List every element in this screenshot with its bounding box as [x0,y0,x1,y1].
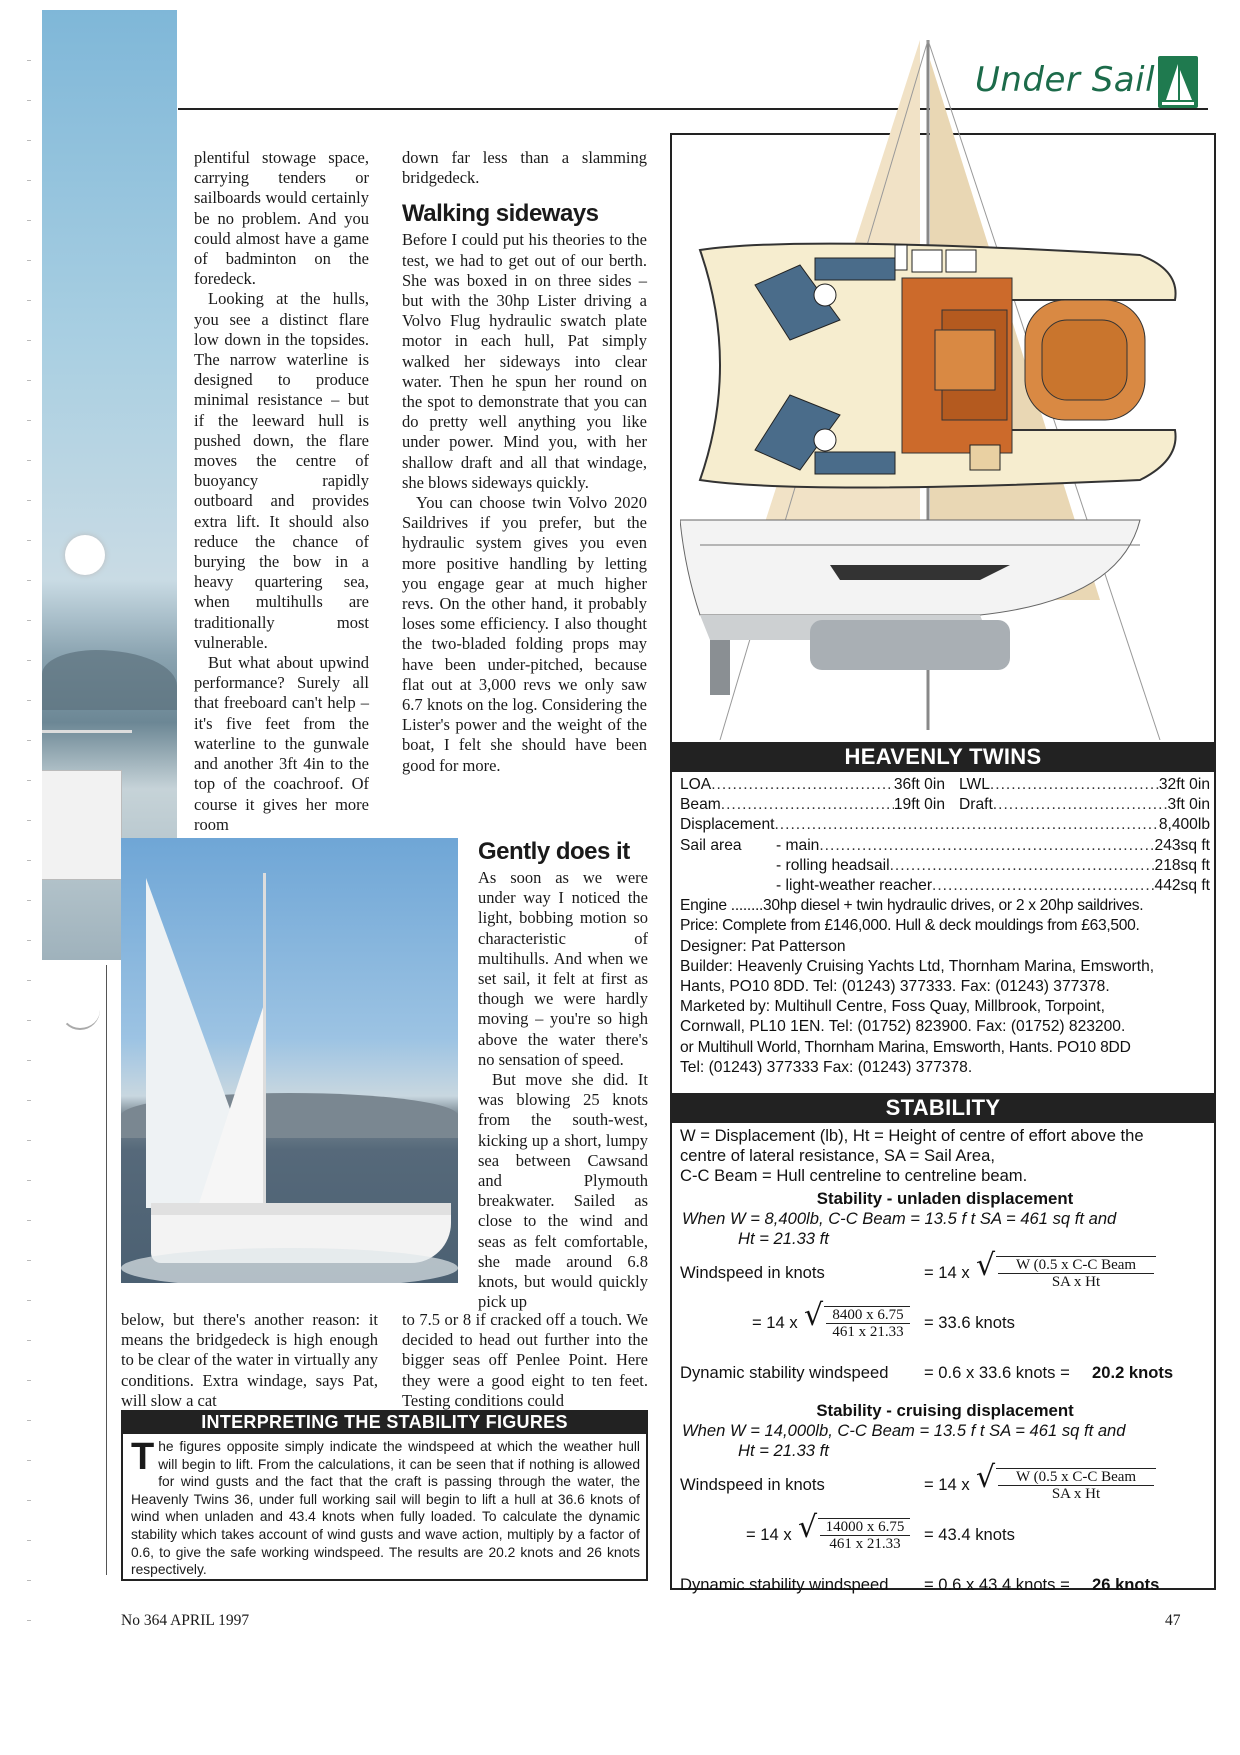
spec-value: 32ft 0in [1158,776,1210,793]
cruising-result: = 43.4 knots [924,1525,1015,1544]
spec-label: - main [776,836,820,854]
multiplier: = 14 x [746,1525,792,1544]
spec-value: 243sq ft [1154,836,1210,854]
windspeed-formula [680,1249,1210,1299]
margin-tick [27,500,31,501]
subheading-walking-sideways: Walking sideways [402,200,599,228]
dynamic-calc: = 0.6 x 43.4 knots = [924,1575,1070,1594]
margin-tick [27,980,31,981]
spec-marketed: or Multihull World, Thornham Marina, Emsworth, Hants. PO10 8DD [680,1038,1131,1056]
spec-value: 218sq ft [1154,856,1210,874]
spec-label: LWL [959,776,990,793]
dynamic-result: 20.2 knots [1092,1363,1174,1382]
margin-tick [27,220,31,221]
paragraph: below, but there's another reason: it means the bridgedeck is high enough to be clear of the water in virtually any conditions. Extra windage, says Pat, will slow a cat [121,1310,378,1410]
leader-dots [819,836,1154,856]
margin-tick [27,1220,31,1221]
spec-value: 3ft 0in [1167,796,1210,814]
formula-numerator: W (0.5 x C-C Beam [998,1469,1154,1486]
binder-curve [60,990,100,1030]
windspeed-label: Windspeed in knots [680,1263,825,1282]
formula-fraction [998,1257,1154,1290]
margin-tick [27,860,31,861]
margin-tick [27,1380,31,1381]
leader-dots [990,775,1159,795]
paragraph: But what about upwind performance? Surely all that freeboard can't help – it's five feet from the waterline to the gunwale and another 3ft 4in to the top of the coachroof. Of course it gives her more room [194,653,369,834]
section-title: Under Sail [975,60,1156,100]
jib-sail [191,998,266,1228]
unladen-numerator: 8400 x 6.75 [826,1307,910,1324]
dynamic-calc: = 0.6 x 33.6 knots = [924,1363,1070,1382]
cruising-conditions: Ht = 21.33 ft [738,1441,829,1460]
spec-value: 19ft 0in [893,796,945,814]
cruising-calc [680,1511,1210,1561]
spec-builder: Hants, PO10 8DD. Tel: (01243) 377333. Fax: (01243) 377378. [680,978,1110,996]
paragraph: Looking at the hulls, you see a distinct flare low down in the topsides. The narrow waterline is designed to produce minimal resistance – but if the leeward hull is pushed down, the flare moves the centre of buoyancy rapidly outboard and provides extra lift. It should also reduce the chance of burying the bow in a heavy quartering sea, when multihulls are traditionally most vulnerable. [194,289,369,652]
leader-dots [993,795,1168,815]
sqrt-icon: √ [798,1510,818,1545]
boat-plan-diagram [680,40,1200,740]
spec-label: - light-weather reacher [776,877,933,895]
spec-value: 36ft 0in [893,776,945,793]
margin-tick [27,100,31,101]
margin-tick [27,180,31,181]
margin-tick [27,1260,31,1261]
article-column-2 [402,148,647,776]
multiplier: = 14 x [924,1263,970,1282]
margin-tick [27,820,31,821]
article-column-2-bottom [402,1310,648,1411]
unladen-fraction [826,1307,910,1340]
margin-tick [27,60,31,61]
margin-tick [27,340,31,341]
windspeed-formula [680,1461,1210,1511]
sqrt-icon: √ [804,1298,824,1333]
margin-tick [27,1300,31,1301]
margin-tick [27,1140,31,1141]
sailing-photo [121,838,458,1283]
specs-list [680,775,1210,1078]
leader-dots [711,775,894,795]
leader-dots [774,815,1158,835]
spec-marketed: Marketed by: Multihull Centre, Foss Quay, Millbrook, Torpoint, [680,998,1105,1016]
mast [263,873,266,1248]
spec-builder: Builder: Heavenly Cruising Yachts Ltd, Thornham Marina, Emsworth, [680,957,1155,975]
margin-tick [27,1580,31,1581]
margin-tick [27,140,31,141]
margin-tick [27,1460,31,1461]
cruising-dynamic [680,1561,1210,1601]
indent [680,876,776,896]
article-column-3 [478,838,648,1312]
spray [121,1248,458,1283]
cruising-heading: Stability - cruising displacement [816,1401,1074,1420]
sqrt-icon: √ [976,1460,996,1495]
margin-tick [27,1420,31,1421]
leader-dots [932,876,1155,896]
interpreting-box [121,1434,648,1581]
margin-tick [27,1180,31,1181]
article-column-1 [194,148,369,835]
definition-line: C-C Beam = Hull centreline to centreline beam. [680,1166,1028,1185]
issue-footer: No 364 APRIL 1997 [121,1612,250,1629]
leader-dots [721,795,894,815]
spec-marketed: Tel: (01243) 377333 Fax: (01243) 377378. [680,1058,973,1076]
spec-label: Beam [680,796,721,814]
margin-tick [27,620,31,621]
multiplier: = 14 x [924,1475,970,1494]
formula-denominator: SA x Ht [1051,1486,1101,1502]
margin-tick [27,1340,31,1341]
unladen-heading: Stability - unladen displacement [816,1189,1074,1208]
paragraph: to 7.5 or 8 if cracked off a touch. We decided to head out further into the bigger seas off Penlee Point. Here they were a good eight to ten feet. Testing conditions could [402,1310,648,1410]
paragraph: But move she did. It was blowing 25 knots from the south-west, kicking up a short, lumpy sea between Cawsand and Plymouth breakwater. Sailed as close to the wind and seas as felt comfortable, she made around 6.8 knots, but would quickly pick up [478,1070,648,1312]
formula-denominator: SA x Ht [1051,1274,1101,1290]
margin-tick [27,780,31,781]
unladen-conditions: Ht = 21.33 ft [738,1229,829,1248]
margin-tick [27,260,31,261]
page-number: 47 [1165,1612,1181,1629]
margin-tick [27,1620,31,1621]
margin-tick [27,420,31,421]
margin-tick [27,1500,31,1501]
margin-tick [27,660,31,661]
paragraph: As soon as we were under way I noticed the light, bobbing motion so characteristic of multihulls. And when we set sail, it felt at first as though we were hardly moving – you're so high above the water there's no sensation of speed. [478,868,648,1069]
formula-fraction [998,1469,1154,1502]
paragraph: You can choose twin Volvo 2020 Saildrives if you prefer, but the hydraulic system gives you even more positive handling by letting you engage gear at much higher revs. On the other hand, it probably loses some efficiency. I also thought the two-bladed folding props may have been under-pitched, because flat out at 3,000 revs we only saw 6.7 knots on the log. Considering the Lister's power and the weight of the boat, I felt she should have been good for more. [402,493,647,775]
margin-tick [27,940,31,941]
margin-tick [27,1540,31,1541]
cruising-numerator: 14000 x 6.75 [820,1519,910,1536]
margin-tick [27,300,31,301]
paragraph: Before I could put his theories to the test, we had to get out of our berth. She was boxed in on three sides – but with the 30hp Lister driving a Volvo Flug hydraulic swatch plate motor in each hull, Pat simply walked her sideways into clear water. Then he spun her round on the spot to demonstrate that you can do pretty well anything you like under power. Mind you, with her shallow draft and all that windage, she blows sideways quickly. [402,230,647,492]
stability-title-bar: STABILITY [670,1093,1216,1123]
leader-dots [890,856,1155,876]
margin-tick [27,740,31,741]
stability-panel [680,1123,1210,1601]
cruising-conditions: When W = 14,000lb, C-C Beam = 13.5 f t SA = 461 sq ft and [682,1421,1126,1440]
subheading-gently-does-it: Gently does it [478,838,630,865]
left-photo-strip [42,10,177,960]
margin-tick [27,460,31,461]
boat-rail [42,730,132,733]
spec-label: Sail area [680,836,742,854]
margin-tick [27,900,31,901]
margin-tick [27,380,31,381]
margin-tick [27,1100,31,1101]
margin-tick [27,540,31,541]
spec-label: Draft [959,796,993,814]
dynamic-label: Dynamic stability windspeed [680,1363,889,1382]
article-column-1-bottom [121,1310,378,1411]
spec-marketed: Cornwall, PL10 1EN. Tel: (01752) 823900. Fax: (01752) 823200. [680,1018,1126,1036]
unladen-conditions: When W = 8,400lb, C-C Beam = 13.5 f t SA = 461 sq ft and [682,1209,1117,1228]
margin-tick [27,1020,31,1021]
specs-title-bar: HEAVENLY TWINS [670,742,1216,772]
dynamic-result: 26 knots [1092,1575,1160,1594]
dynamic-label: Dynamic stability windspeed [680,1575,889,1594]
spec-designer: Designer: Pat Patterson [680,937,846,955]
spec-label: LOA [680,776,712,793]
cruising-fraction [820,1519,910,1552]
spec-engine: Engine ........30hp diesel + twin hydraulic drives, or 2 x 20hp saildrives. [680,897,1144,915]
unladen-calc [680,1299,1210,1349]
unladen-result: = 33.6 knots [924,1313,1015,1332]
margin-tick [27,700,31,701]
formula-numerator: W (0.5 x C-C Beam [998,1257,1154,1274]
spec-label: Displacement [680,816,775,834]
paragraph: down far less than a slamming bridgedeck. [402,148,647,188]
cruising-denominator: 461 x 21.33 [829,1536,901,1552]
spec-price: Price: Complete from £146,000. Hull & deck mouldings from £63,500. [680,917,1140,935]
interpreting-title-bar: INTERPRETING THE STABILITY FIGURES [121,1410,648,1434]
margin-tick [27,1060,31,1061]
drop-cap: T [131,1436,155,1478]
margin-tick [27,580,31,581]
column-rule [106,965,107,1575]
definition-line: W = Displacement (lb), Ht = Height of centre of effort above the [680,1126,1144,1145]
unladen-denominator: 461 x 21.33 [832,1324,904,1340]
boat-hull [42,770,122,880]
interpreting-text: he figures opposite simply indicate the windspeed at which the weather hull will begin to lift. From the calculations, it can be seen that if nothing is allowed for wind gusts and the fact that the craft is passing through the water, the Heavenly Twins 36, under full working sail will begin to lift a hull at 36.6 knots of wind when unladen and 43.4 knots when fully loaded. To calculate the dynamic stability which takes account of wind gusts and wave action, multiply by a factor of 0.6, to give the safe working windspeed. The results are 20.2 knots and 26 knots respectively. [131,1439,640,1578]
spec-value: 8,400lb [1158,816,1210,834]
multiplier: = 14 x [752,1313,798,1332]
spec-value: 442sq ft [1154,877,1210,895]
binder-hole [65,535,105,575]
sqrt-icon: √ [976,1248,996,1283]
indent [680,856,776,876]
hill-silhouette [42,650,177,710]
windspeed-label: Windspeed in knots [680,1475,825,1494]
paragraph: plentiful stowage space, carrying tenders or sailboards would certainly be no problem. And you could almost have a game of badminton on the foredeck. [194,148,369,289]
definition-line: centre of lateral resistance, SA = Sail Area, [680,1146,995,1165]
spec-label: - rolling headsail [776,856,890,874]
unladen-dynamic [680,1349,1210,1391]
